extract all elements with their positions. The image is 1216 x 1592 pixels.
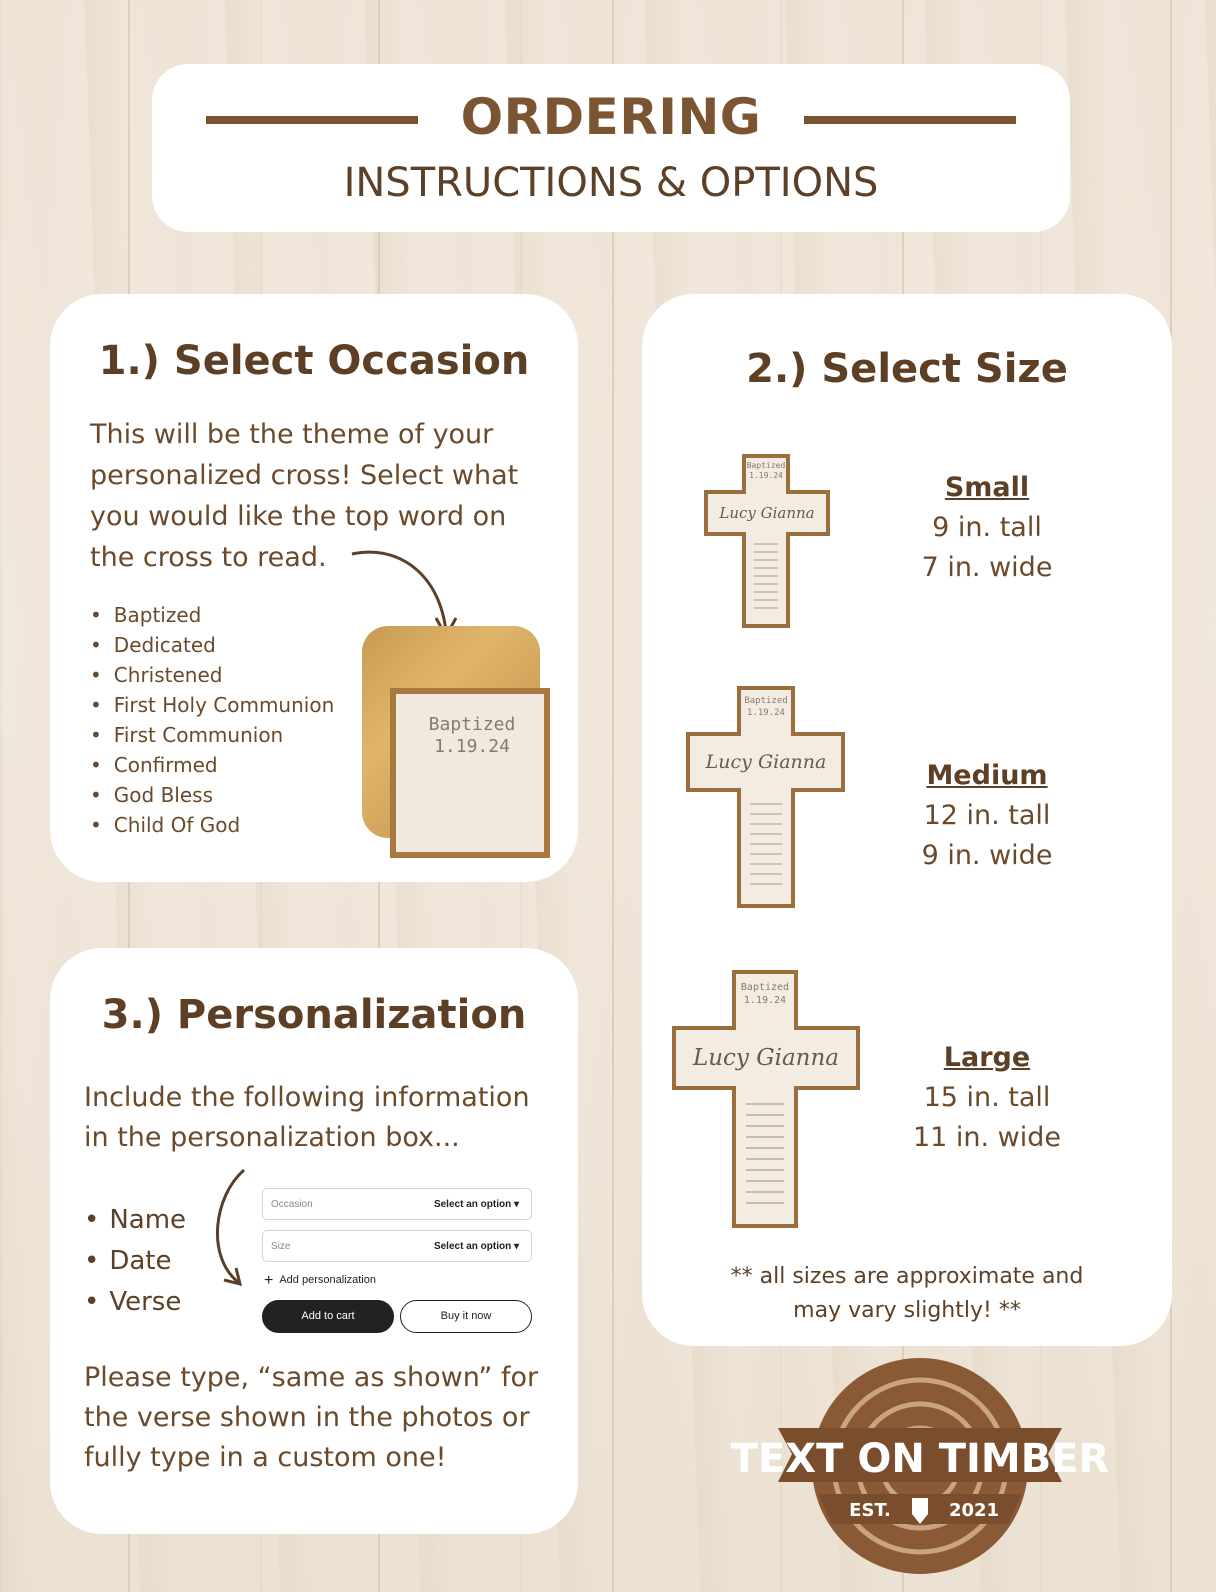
occasion-card — [50, 294, 578, 882]
size-option-large — [887, 1038, 1087, 1158]
size-width: 11 in. wide — [912, 1122, 1062, 1153]
cross-date: 1.19.24 — [749, 471, 783, 480]
size-height: 9 in. tall — [932, 512, 1042, 543]
cross-word: Baptized — [744, 696, 788, 706]
size-heading: 2.) Select Size — [746, 346, 1068, 392]
list-item: • Dedicated — [90, 630, 334, 660]
list-item: • Name — [84, 1200, 186, 1241]
size-name: Large — [943, 1042, 1031, 1073]
logo-text: TEXT ON TIMBER — [730, 1436, 1110, 1482]
size-width: 9 in. wide — [921, 840, 1053, 871]
select-value-text: Select an option — [433, 1199, 512, 1210]
list-item: • Date — [84, 1241, 186, 1282]
size-select-label: Size — [271, 1241, 291, 1252]
small-cross-image — [704, 454, 832, 630]
cross-closeup-photo — [362, 626, 540, 838]
size-disclaimer-line: may vary slightly! ** — [793, 1298, 1021, 1323]
size-name: Medium — [926, 760, 1048, 791]
personalization-closing-text: Please type, “same as shown” for the verse shown in the photos or fully type in a custom one! — [84, 1362, 539, 1473]
cross-word: Baptized — [746, 461, 786, 470]
personalization-heading: 3.) Personalization — [101, 992, 527, 1038]
buy-now-button[interactable]: Buy it now — [400, 1300, 532, 1333]
chevron-down-icon: ▾ — [513, 1199, 519, 1210]
listing-form-mockup — [262, 1188, 532, 1333]
page-title: ORDERING — [460, 88, 762, 146]
size-name: Small — [944, 472, 1030, 503]
size-card — [642, 294, 1172, 1346]
list-item: • First Holy Communion — [90, 690, 334, 720]
occasion-heading: 1.) Select Occasion — [98, 338, 530, 384]
size-width: 7 in. wide — [921, 552, 1053, 583]
cross-plaque — [390, 688, 550, 858]
personalization-list — [84, 1200, 186, 1323]
photo-text-date: 1.19.24 — [434, 736, 510, 757]
list-item: • Confirmed — [90, 750, 334, 780]
personalization-card — [50, 948, 578, 1534]
text-on-timber-logo — [730, 1354, 1110, 1584]
cross-date: 1.19.24 — [743, 995, 787, 1006]
large-cross-image — [672, 970, 862, 1230]
list-item: • Christened — [90, 660, 334, 690]
size-disclaimer — [682, 1260, 1132, 1328]
list-item: • Child Of God — [90, 810, 334, 840]
cross-name: Lucy Gianna — [692, 1045, 840, 1071]
header-card — [152, 64, 1070, 232]
occasion-select-label: Occasion — [271, 1199, 313, 1210]
cross-name: Lucy Gianna — [705, 751, 827, 773]
curved-arrow-icon — [206, 1166, 256, 1298]
add-personalization-link[interactable] — [264, 1272, 532, 1290]
logo-year: 2021 — [948, 1500, 1000, 1521]
size-height: 15 in. tall — [923, 1082, 1051, 1113]
size-option-small — [887, 468, 1087, 588]
photo-text-word: Baptized — [428, 714, 516, 735]
size-option-medium — [887, 756, 1087, 876]
add-to-cart-button[interactable]: Add to cart — [262, 1300, 394, 1333]
medium-cross-image — [686, 686, 846, 910]
cross-date: 1.19.24 — [747, 708, 785, 718]
size-disclaimer-line: ** all sizes are approximate and — [730, 1264, 1084, 1289]
size-select-value — [434, 1241, 519, 1252]
page-subtitle: INSTRUCTIONS & OPTIONS — [343, 160, 879, 206]
occasion-select-value — [434, 1199, 519, 1210]
size-height: 12 in. tall — [923, 800, 1051, 831]
list-item: • God Bless — [90, 780, 334, 810]
chevron-down-icon: ▾ — [513, 1241, 519, 1252]
list-item: • Baptized — [90, 600, 334, 630]
logo-est: EST. — [849, 1500, 891, 1521]
occasion-select[interactable] — [262, 1188, 532, 1220]
personalization-description: Include the following information in the personalization box... — [84, 1082, 530, 1153]
plus-icon: + — [264, 1272, 274, 1289]
list-item: • Verse — [84, 1282, 186, 1323]
occasion-description: This will be the theme of your personalized cross! Select what you would like the top word on the cross to read. — [90, 419, 519, 573]
size-select[interactable] — [262, 1230, 532, 1262]
occasion-list — [90, 600, 334, 840]
cross-word: Baptized — [740, 982, 790, 993]
select-value-text: Select an option — [433, 1241, 512, 1252]
list-item: • First Communion — [90, 720, 334, 750]
wood-grain — [612, 0, 614, 1592]
cross-name: Lucy Gianna — [719, 504, 815, 522]
add-personalization-label: Add personalization — [279, 1274, 376, 1286]
